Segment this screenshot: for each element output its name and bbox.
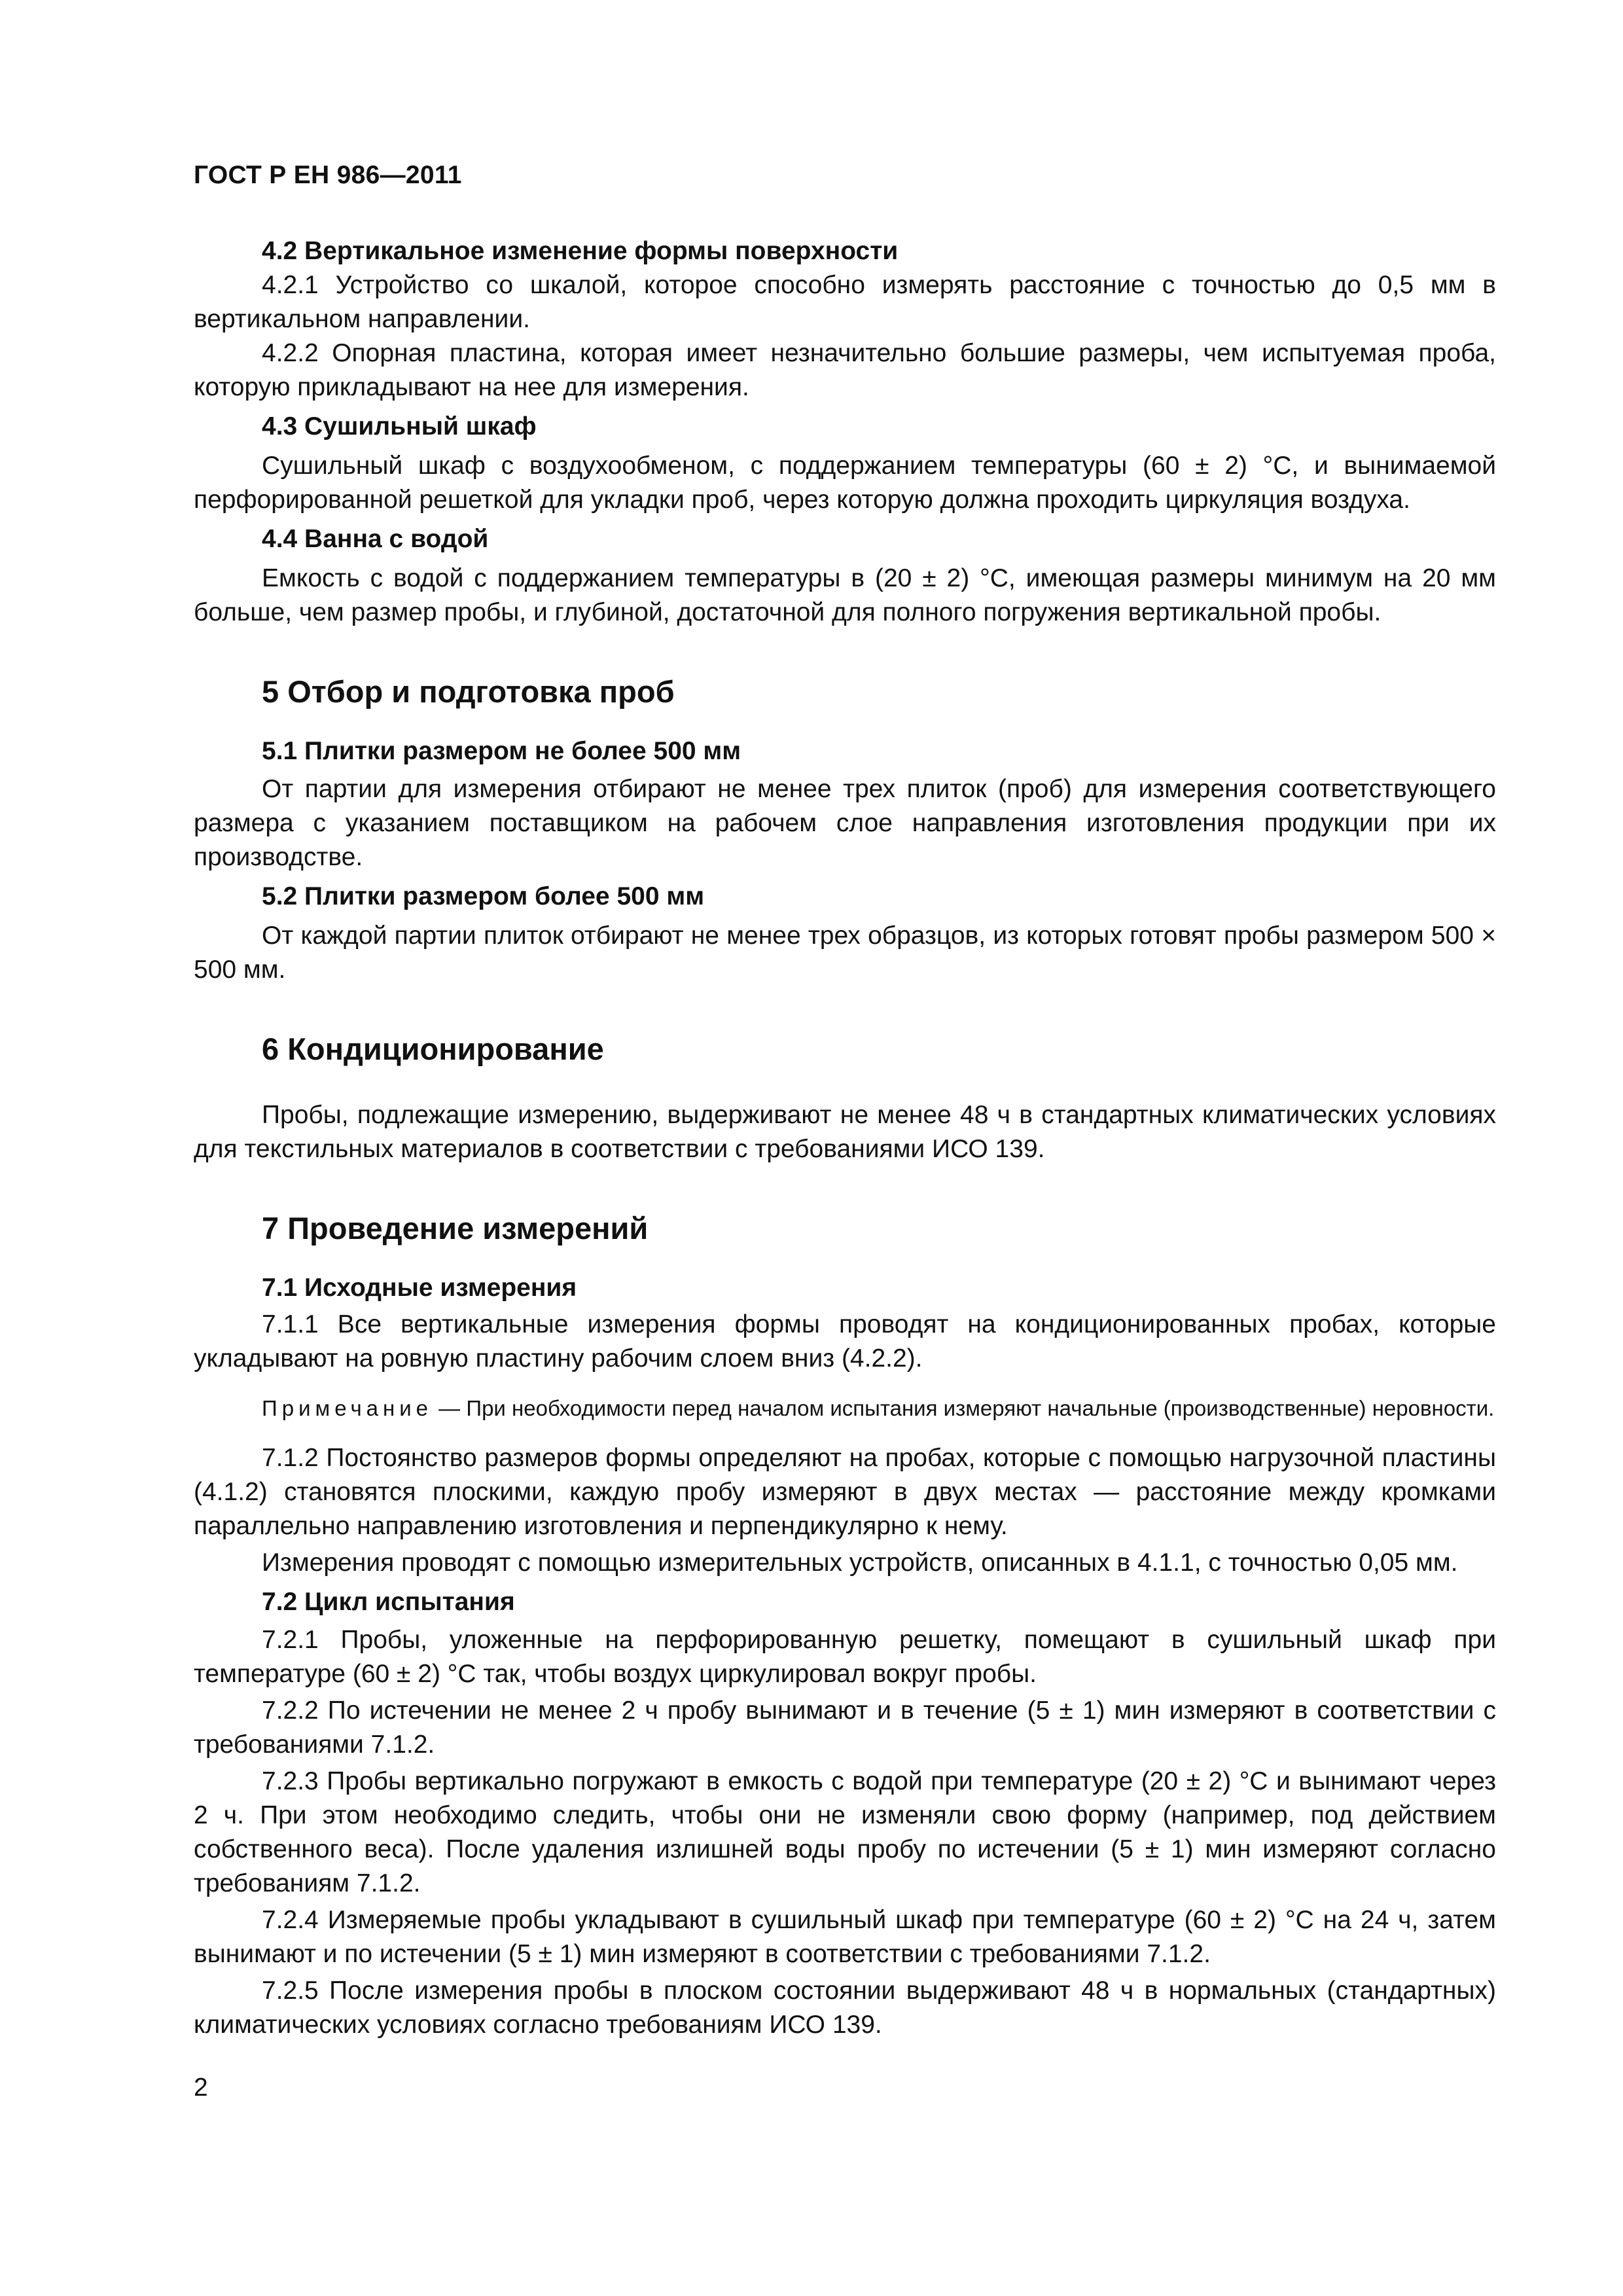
note-text: — При необходимости перед началом испытания измеряют начальные (производственные) неровности. [433, 1396, 1495, 1420]
section-4-2-heading: 4.2 Вертикальное изменение формы поверхности [262, 237, 899, 265]
paragraph-7-1-2: 7.1.2 Постоянство размеров формы определяют на пробах, которые с помощью нагрузочной пластины (4.1.2) становятся плоскими, каждую пробу измеряют в двух местах — расстояние между кромками параллельно направлению изготовления и перпендикулярно к нему. [194, 1444, 1496, 1540]
paragraph-5-2: От каждой партии плиток отбирают не менее трех образцов, из которых готовят пробы размером 500 × 500 мм. [194, 922, 1496, 984]
paragraph-4-2-1: 4.2.1 Устройство со шкалой, которое способно измерять расстояние с точностью до 0,5 мм в вертикальном направлении. [194, 271, 1496, 333]
section-7-1-heading: 7.1 Исходные измерения [262, 1274, 577, 1302]
section-5-2-heading: 5.2 Плитки размером более 500 мм [262, 882, 705, 910]
page-number: 2 [194, 2073, 208, 2102]
note-7-1 [194, 1393, 1496, 1424]
paragraph-4-4: Емкость с водой с поддержанием температуры в (20 ± 2) °C, имеющая размеры минимум на 20 мм больше, чем размер пробы, и глубиной, достаточной для полного погружения вертикальной пробы. [194, 564, 1496, 626]
note-label: Примечание [262, 1396, 433, 1420]
section-7-2-heading: 7.2 Цикл испытания [262, 1588, 515, 1616]
paragraph-7-2-2: 7.2.2 По истечении не менее 2 ч пробу вынимают и в течение (5 ± 1) мин измеряют в соответствии с требованиями 7.1.2. [194, 1696, 1496, 1759]
paragraph-4-3: Сушильный шкаф с воздухообменом, с поддержанием температуры (60 ± 2) °C, и вынимаемой перфорированной решеткой для укладки проб, через которую должна проходить циркуляция воздуха. [194, 452, 1496, 514]
paragraph-5-1: От партии для измерения отбирают не менее трех плиток (проб) для измерения соответствующего размера с указанием поставщиком на рабочем слое направления изготовления продукции при их производстве. [194, 775, 1496, 871]
paragraph-7-1-1: 7.1.1 Все вертикальные измерения формы проводят на кондиционированных пробах, которые укладывают на ровную пластину рабочим слоем вниз (4.2.2). [194, 1310, 1496, 1372]
document-body [194, 234, 1496, 2042]
section-6-heading: 6 Кондиционирование [262, 1031, 604, 1066]
section-7-heading: 7 Проведение измерений [262, 1211, 649, 1246]
paragraph-7-2-1: 7.2.1 Пробы, уложенные на перфорированную решетку, помещают в сушильный шкаф при температуре (60 ± 2) °C так, чтобы воздух циркулировал вокруг пробы. [194, 1626, 1496, 1688]
paragraph-7-1-3: Измерения проводят с помощью измерительных устройств, описанных в 4.1.1, с точностью 0,05 мм. [262, 1549, 1458, 1577]
paragraph-7-2-3: 7.2.3 Пробы вертикально погружают в емкость с водой при температуре (20 ± 2) °C и вынимают через 2 ч. При этом необходимо следить, чтобы они не изменяли свою форму (например, под действием собственного веса). После удаления излишней воды пробу по истечении (5 ± 1) мин измеряют согласно требованиям 7.1.2. [194, 1767, 1496, 1897]
paragraph-6: Пробы, подлежащие измерению, выдерживают не менее 48 ч в стандартных климатических условиях для текстильных материалов в соответствии с требованиями ИСО 139. [194, 1101, 1496, 1163]
paragraph-4-2-2: 4.2.2 Опорная пластина, которая имеет незначительно большие размеры, чем испытуемая проба, которую прикладывают на нее для измерения. [194, 339, 1496, 401]
section-4-4-heading: 4.4 Ванна с водой [262, 525, 489, 553]
section-4-3-heading: 4.3 Сушильный шкаф [262, 412, 537, 440]
paragraph-7-2-5: 7.2.5 После измерения пробы в плоском состоянии выдерживают 48 ч в нормальных (стандартных) климатических условиях согласно требованиям ИСО 139. [194, 1977, 1496, 2039]
section-5-1-heading: 5.1 Плитки размером не более 500 мм [262, 737, 741, 765]
section-5-heading: 5 Отбор и подготовка проб [262, 674, 675, 709]
paragraph-7-2-4: 7.2.4 Измеряемые пробы укладывают в сушильный шкаф при температуре (60 ± 2) °C на 24 ч, затем вынимают и по истечении (5 ± 1) мин измеряют в соответствии с требованиями 7.1.2. [194, 1906, 1496, 1968]
document-title: ГОСТ Р ЕН 986—2011 [194, 161, 462, 189]
